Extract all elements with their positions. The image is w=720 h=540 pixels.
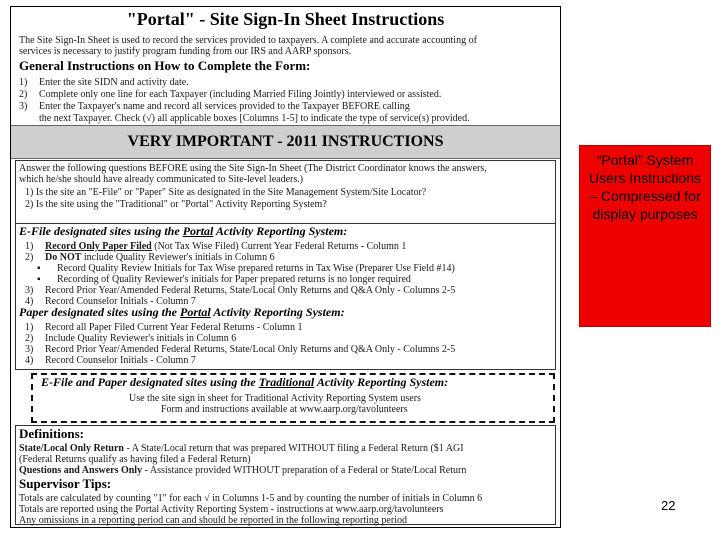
definition-item: State/Local Only Return - A State/Local return that was prepared WITHOUT filing a Federal Return ($1 AGI	[19, 443, 464, 454]
page-number: 22	[661, 498, 676, 513]
questions-intro-line: Answer the following questions BEFORE using the Site Sign-In Sheet (The District Coordinator knows the answers,	[19, 163, 487, 174]
callout-text: “Portal” System Users Instructions – Compressed for display purposes	[588, 152, 702, 222]
efile-subitem: ▪ Recording of Quality Reviewer's initials for Paper prepared returns is no longer required	[37, 274, 411, 285]
traditional-line: Use the site sign in sheet for Traditional Activity Reporting System users	[129, 393, 421, 404]
general-heading: General Instructions on How to Complete the Form:	[19, 58, 311, 73]
document-title: "Portal" - Site Sign-In Sheet Instructions	[126, 9, 445, 29]
paper-heading: Paper designated sites using the Portal Activity Reporting System:	[19, 305, 345, 319]
general-item: 3) Enter the Taxpayer's name and record all services provided to the Taxpayer BEFORE calling	[19, 101, 410, 112]
definitions-heading: Definitions:	[19, 426, 84, 441]
tip-item: Totals are reported using the Portal Activity Reporting System - instructions at www.aarp.org/tavolunteers	[19, 504, 444, 515]
efile-item: 1) Record Only Paper Filed (Not Tax Wise Filed) Current Year Federal Returns - Column 1	[25, 241, 407, 252]
question-item: 2) Is the site using the "Traditional" or "Portal" Activity Reporting System?	[25, 199, 327, 210]
efile-heading: E-File designated sites using the Portal Activity Reporting System:	[19, 224, 348, 238]
general-item: 2) Complete only one line for each Taxpayer (including Married Filing Jointly) interviewed or assisted.	[19, 89, 442, 100]
paper-item: 1) Record all Paper Filed Current Year Federal Returns - Column 1	[25, 322, 303, 333]
general-item: 1) Enter the site SIDN and activity date.	[19, 77, 189, 88]
definition-item: Questions and Answers Only - Assistance provided WITHOUT preparation of a Federal or State/Local Return	[19, 465, 467, 476]
general-item: the next Taxpayer. Check (√) all applicable boxes [Columns 1-5] to indicate the type of service(s) provided.	[39, 113, 470, 124]
tip-item: Any omissions in a reporting period can and should be reported in the following reporting period	[19, 515, 407, 526]
paper-item: 4) Record Counselor Initials - Column 7	[25, 355, 196, 366]
instruction-document	[10, 6, 561, 528]
traditional-heading: E-File and Paper designated sites using the Traditional Activity Reporting System:	[41, 375, 449, 389]
traditional-line: Form and instructions available at www.aarp.org/tavolunteers	[161, 404, 408, 415]
important-banner	[11, 125, 560, 159]
questions-intro-line: which he/she should have already communicated to Site-level leaders.)	[19, 174, 304, 185]
tips-heading: Supervisor Tips:	[19, 476, 112, 491]
definition-item: (Federal Returns qualify as having filed a Federal Return)	[19, 454, 251, 465]
paper-item: 3) Record Prior Year/Amended Federal Returns, State/Local Only Returns and Q&A Only - Columns 2-5	[25, 344, 456, 355]
callout-box	[579, 145, 711, 327]
efile-item: 4) Record Counselor Initials - Column 7	[25, 296, 196, 307]
banner-text: VERY IMPORTANT - 2011 INSTRUCTIONS	[127, 133, 444, 150]
tip-item: Totals are calculated by counting "1" for each √ in Columns 1-5 and by counting the number of initials in Column 6	[19, 493, 483, 504]
question-item: 1) Is the site an "E-File" or "Paper" Site as designated in the Site Management System/Site Locator?	[25, 187, 427, 198]
efile-item: 2) Do NOT include Quality Reviewer's initials in Column 6	[25, 252, 275, 263]
paper-item: 2) Include Quality Reviewer's initials in Column 6	[25, 333, 237, 344]
efile-item: 3) Record Prior Year/Amended Federal Returns, State/Local Only Returns and Q&A Only - Columns 2-5	[25, 285, 456, 296]
intro-line: The Site Sign-In Sheet is used to record the services provided to taxpayers. A complete and accurate accounting of	[19, 35, 477, 46]
intro-line: services is necessary to justify program funding from our IRS and AARP sponsors.	[19, 46, 352, 57]
efile-subitem: ▪ Record Quality Review Initials for Tax Wise prepared returns in Tax Wise (Preparer Use Field #14)	[37, 263, 455, 274]
